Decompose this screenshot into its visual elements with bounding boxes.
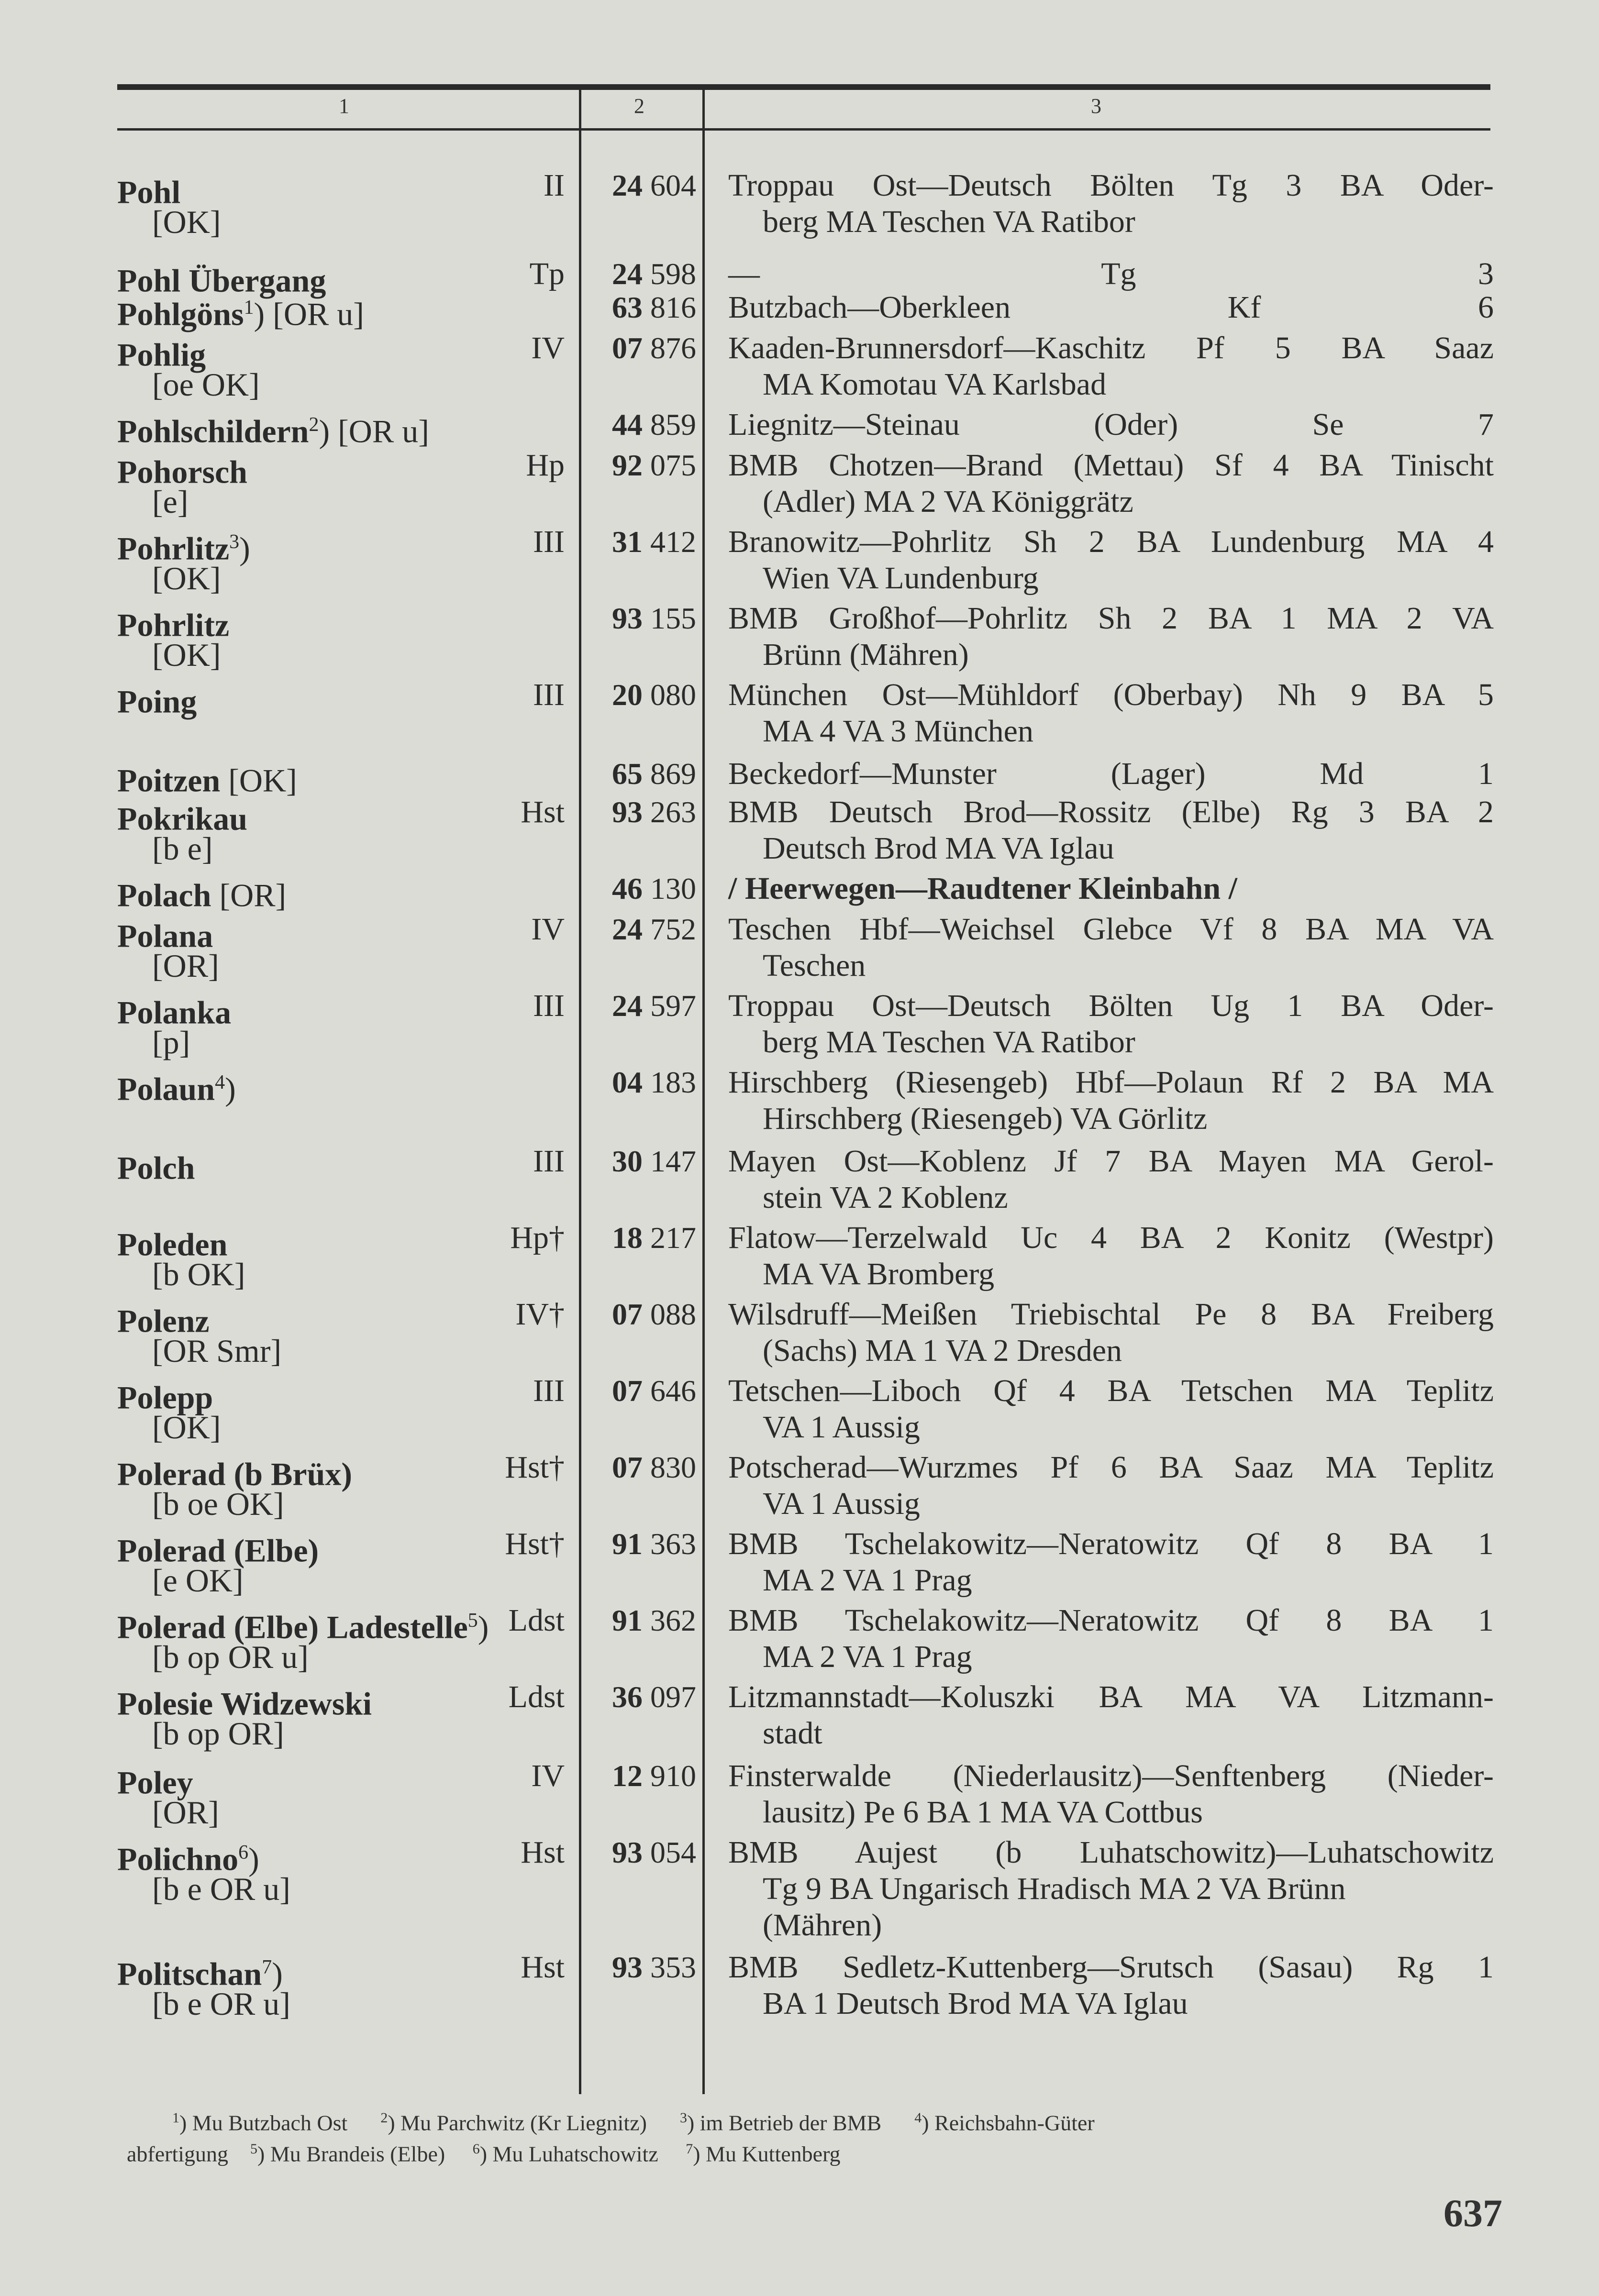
station-codes: [p] (152, 1024, 190, 1060)
description-line: MA VA Bromberg (763, 1257, 995, 1292)
station-codes: [OK] (152, 204, 221, 240)
column-header-2: 2 (634, 94, 644, 118)
station-name: Pohlig (117, 336, 206, 373)
route-description (728, 1449, 1494, 1522)
station-codes: [b e] (152, 830, 213, 867)
route-description (728, 1296, 1494, 1369)
station-class: Hst† (505, 1450, 565, 1485)
station-name: Polach [OR] (117, 877, 287, 914)
station-class: Tp (529, 256, 565, 291)
description-line: MA Komotau VA Karlsbad (763, 367, 1107, 402)
route-description (728, 1143, 1494, 1216)
route-description (728, 167, 1494, 240)
station-class: IV† (515, 1297, 565, 1332)
station-number: 24 604 (612, 168, 696, 202)
description-line: Finsterwalde (Niederlausitz)—Senftenberg (Nieder- (728, 1758, 1494, 1793)
station-class: Hp† (510, 1220, 565, 1255)
route-description (728, 600, 1494, 673)
station-number: 91 362 (612, 1603, 696, 1637)
route-description (728, 1834, 1494, 1943)
station-number: 46 130 (612, 872, 696, 905)
station-class: III (533, 1373, 565, 1408)
description-line: Branowitz—Pohrlitz Sh 2 BA Lundenburg MA 4 (728, 524, 1494, 559)
description-line: VA 1 Aussig (763, 1486, 920, 1521)
station-number: 44 859 (612, 408, 696, 442)
station-class: III (533, 524, 565, 559)
description-line: BMB Großhof—Pohrlitz Sh 2 BA 1 MA 2 VA (728, 601, 1494, 636)
station-class: IV (531, 331, 565, 365)
description-line: MA 4 VA 3 München (763, 714, 1033, 749)
station-number: 30 147 (612, 1144, 696, 1178)
station-number: 93 353 (612, 1950, 696, 1984)
route-description (728, 289, 1494, 326)
station-number: 07 088 (612, 1297, 696, 1331)
description-line: stadt (763, 1716, 822, 1751)
description-line: Wien VA Lundenburg (763, 561, 1039, 596)
description-line: Troppau Ost—Deutsch Bölten Ug 1 BA Oder- (728, 988, 1494, 1023)
station-number: 63 816 (612, 290, 696, 324)
description-line: Tg 9 BA Ungarisch Hradisch MA 2 VA Brünn (763, 1871, 1346, 1906)
description-line: BMB Aujest (b Luhatschowitz)—Luhatschowitz (728, 1835, 1494, 1870)
description-line: Butzbach—Oberkleen Kf 6 (728, 290, 1494, 325)
station-name: Pohrlitz$^3$) (117, 530, 250, 567)
station-class: III (533, 1144, 565, 1179)
description-line: (Mähren) (763, 1908, 882, 1943)
description-line: Hirschberg (Riesengeb) VA Görlitz (763, 1101, 1208, 1136)
description-line: BMB Tschelakowitz—Neratowitz Qf 8 BA 1 (728, 1603, 1494, 1638)
route-description (728, 1373, 1494, 1446)
station-number: 93 263 (612, 795, 696, 829)
station-name: Polichno$^6$) (117, 1841, 259, 1877)
description-line: Flatow—Terzelwald Uc 4 BA 2 Konitz (Westpr) (728, 1220, 1494, 1255)
station-class: Ldst (508, 1603, 565, 1638)
description-line: Brünn (Mähren) (763, 637, 969, 672)
station-number: 07 876 (612, 331, 696, 365)
station-name: Polepp (117, 1379, 213, 1416)
description-line: BA 1 Deutsch Brod MA VA Iglau (763, 1986, 1188, 2021)
station-name: Poitzen [OK] (117, 762, 297, 799)
station-codes: [oe OK] (152, 366, 260, 403)
header-top-rule (117, 84, 1490, 90)
station-codes: [b op OR] (152, 1715, 284, 1752)
station-codes: [b e OR u] (152, 1871, 290, 1907)
station-number: 92 075 (612, 448, 696, 482)
station-name: Polerad (Elbe) Ladestelle$^5$) (117, 1609, 489, 1645)
route-description (728, 407, 1494, 443)
station-class: IV (531, 912, 565, 947)
station-class: III (533, 988, 565, 1023)
station-class: Hp (526, 448, 565, 483)
station-name: Pohorsch (117, 453, 247, 490)
description-line: BMB Tschelakowitz—Neratowitz Qf 8 BA 1 (728, 1526, 1494, 1561)
station-name: Polanka (117, 994, 232, 1031)
station-name: Polaun$^4$) (117, 1071, 236, 1107)
description-line: (Sachs) MA 1 VA 2 Dresden (763, 1333, 1122, 1368)
station-name: Polenz (117, 1303, 210, 1339)
station-codes: [OK] (152, 637, 221, 673)
station-name: Pokrikau (117, 800, 248, 837)
description-line: BMB Deutsch Brod—Rossitz (Elbe) Rg 3 BA 2 (728, 795, 1494, 829)
description-line: Mayen Ost—Koblenz Jf 7 BA Mayen MA Gerol- (728, 1144, 1494, 1179)
station-class: II (544, 168, 565, 203)
station-number: 12 910 (612, 1759, 696, 1793)
description-line: lausitz) Pe 6 BA 1 MA VA Cottbus (763, 1795, 1203, 1830)
route-description (728, 911, 1494, 984)
route-description (728, 794, 1494, 867)
station-name: Polch (117, 1149, 195, 1186)
description-line: berg MA Teschen VA Ratibor (763, 204, 1135, 239)
route-description (728, 1526, 1494, 1599)
station-codes: [e OK] (152, 1562, 244, 1599)
route-description (728, 988, 1494, 1060)
route-description (728, 1602, 1494, 1675)
description-line: — Tg 3 (728, 256, 1494, 291)
route-description (728, 524, 1494, 596)
description-line: Liegnitz—Steinau (Oder) Se 7 (728, 407, 1494, 442)
description-line: berg MA Teschen VA Ratibor (763, 1025, 1135, 1060)
station-name: Polana (117, 917, 213, 954)
description-line: Litzmannstadt—Koluszki BA MA VA Litzmann- (728, 1679, 1494, 1714)
station-number: 31 412 (612, 525, 696, 559)
station-codes: [OR] (152, 948, 219, 984)
station-codes: [b OK] (152, 1256, 245, 1292)
route-description (728, 1064, 1494, 1137)
route-description (728, 1758, 1494, 1831)
station-name: Pohrlitz (117, 607, 230, 643)
description-line: / Heerwegen—Raudtener Kleinbahn / (728, 871, 1237, 906)
footnotes-line-1: $^1$) Mu Butzbach Ost $^2$) Mu Parchwitz (Kr Liegnitz) $^3$) im Betrieb der BMB $^4$) Reichsbahn-Güter (172, 2110, 1095, 2135)
station-codes: [b op OR u] (152, 1639, 309, 1675)
station-number: 18 217 (612, 1221, 696, 1255)
route-description (728, 677, 1494, 750)
description-line: BMB Chotzen—Brand (Mettau) Sf 4 BA Tinischt (728, 448, 1494, 483)
station-codes: [e] (152, 484, 189, 520)
station-codes: [OR Smr] (152, 1333, 282, 1369)
station-name: Polesie Widzewski (117, 1685, 372, 1722)
station-number: 91 363 (612, 1527, 696, 1561)
column-divider-2 (702, 90, 705, 2094)
route-description (728, 256, 1494, 292)
station-class: Hst (521, 1950, 565, 1985)
description-line: Tetschen—Liboch Qf 4 BA Tetschen MA Teplitz (728, 1373, 1494, 1408)
description-line: Beckedorf—Munster (Lager) Md 1 (728, 756, 1494, 791)
route-description (728, 1679, 1494, 1752)
station-number: 24 752 (612, 912, 696, 946)
route-description (728, 447, 1494, 520)
description-line: VA 1 Aussig (763, 1410, 920, 1445)
route-description (728, 1220, 1494, 1292)
station-codes: [OK] (152, 1409, 221, 1446)
station-class: III (533, 677, 565, 712)
station-codes: [OR] (152, 1794, 219, 1831)
station-number: 24 598 (612, 257, 696, 291)
description-line: Deutsch Brod MA VA Iglau (763, 831, 1114, 866)
column-header-3: 3 (1091, 94, 1101, 118)
station-number: 93 054 (612, 1835, 696, 1869)
station-name: Poley (117, 1764, 193, 1801)
station-number: 36 097 (612, 1680, 696, 1714)
station-number: 07 646 (612, 1374, 696, 1408)
station-codes: [b oe OK] (152, 1486, 284, 1522)
description-line: Wilsdruff—Meißen Triebischtal Pe 8 BA Freiberg (728, 1297, 1494, 1332)
station-number: 20 080 (612, 678, 696, 712)
station-name: Poleden (117, 1226, 228, 1263)
station-class: Hst (521, 1835, 565, 1870)
station-name: Pohl (117, 174, 181, 210)
route-description (728, 330, 1494, 403)
station-codes: [b e OR u] (152, 1986, 290, 2022)
station-name: Pohl Übergang (117, 262, 326, 299)
station-number: 65 869 (612, 757, 696, 791)
station-name: Pohlgöns$^1$) [OR u] (117, 296, 364, 332)
column-header-1: 1 (339, 94, 349, 118)
station-class: Hst† (505, 1526, 565, 1561)
station-class: Hst (521, 795, 565, 829)
footnotes-line-2: abfertigung $^5$) Mu Brandeis (Elbe) $^6$) Mu Luhatschowitz $^7$) Mu Kuttenberg (127, 2141, 841, 2166)
route-description (728, 1949, 1494, 2022)
route-description (728, 756, 1494, 792)
station-name: Pohlschildern$^2$) [OR u] (117, 413, 429, 450)
station-number: 07 830 (612, 1450, 696, 1484)
station-name: Polerad (b Brüx) (117, 1456, 353, 1492)
description-line: Kaaden-Brunnersdorf—Kaschitz Pf 5 BA Saaz (728, 331, 1494, 365)
description-line: Teschen Hbf—Weichsel Glebce Vf 8 BA MA VA (728, 912, 1494, 947)
station-class: Ldst (508, 1679, 565, 1714)
page-number: 637 (1444, 2191, 1502, 2235)
station-codes: [OK] (152, 560, 221, 596)
station-name: Politschan$^7$) (117, 1955, 283, 1992)
description-line: (Adler) MA 2 VA Königgrätz (763, 484, 1133, 519)
description-line: MA 2 VA 1 Prag (763, 1639, 972, 1674)
description-line: München Ost—Mühldorf (Oberbay) Nh 9 BA 5 (728, 677, 1494, 712)
header-bottom-rule (117, 128, 1490, 131)
station-name: Poing (117, 683, 197, 720)
description-line: Potscherad—Wurzmes Pf 6 BA Saaz MA Teplitz (728, 1450, 1494, 1485)
description-line: Hirschberg (Riesengeb) Hbf—Polaun Rf 2 BA MA (728, 1065, 1494, 1100)
route-description (728, 871, 1494, 907)
description-line: stein VA 2 Koblenz (763, 1180, 1008, 1215)
station-number: 93 155 (612, 601, 696, 635)
description-line: MA 2 VA 1 Prag (763, 1563, 972, 1598)
station-class: IV (531, 1758, 565, 1793)
description-line: Teschen (763, 948, 866, 983)
description-line: BMB Sedletz-Kuttenberg—Srutsch (Sasau) Rg 1 (728, 1950, 1494, 1985)
station-number: 04 183 (612, 1065, 696, 1099)
description-line: Troppau Ost—Deutsch Bölten Tg 3 BA Oder- (728, 168, 1494, 203)
station-name: Polerad (Elbe) (117, 1532, 319, 1569)
station-number: 24 597 (612, 989, 696, 1023)
